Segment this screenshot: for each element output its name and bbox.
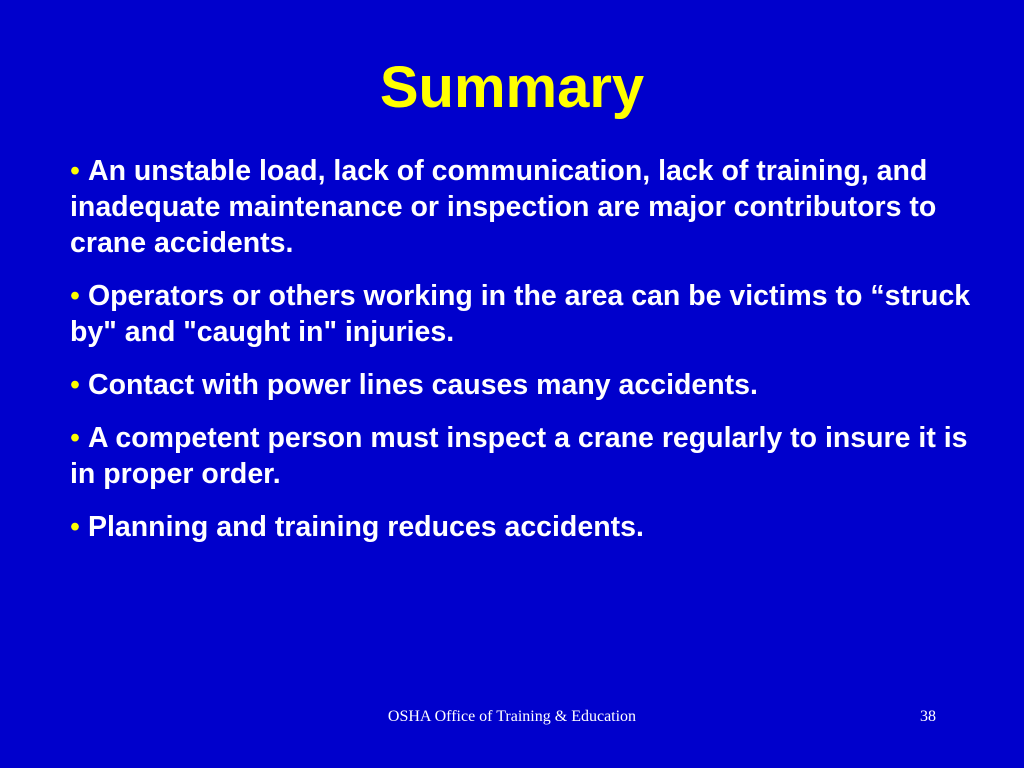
page-number: 38 [920, 708, 936, 725]
bullet-text: An unstable load, lack of communication, lack of training, and inadequate maintenance or inspection are major contributors to crane accidents. [70, 155, 937, 259]
bullet-text: Operators or others working in the area can be victims to “struck by" and "caught in" injuries. [70, 280, 971, 348]
bullet-icon: • [70, 422, 80, 454]
bullet-item [70, 278, 980, 350]
slide-title: Summary [379, 55, 645, 120]
bullet-list [70, 153, 980, 562]
bullet-item [70, 509, 980, 545]
bullet-icon: • [70, 155, 80, 187]
bullet-icon: • [70, 511, 80, 543]
bullet-icon: • [70, 280, 80, 312]
footer-org: OSHA Office of Training & Education [387, 708, 637, 725]
bullet-item [70, 420, 980, 492]
bullet-text: Planning and training reduces accidents. [87, 511, 644, 543]
bullet-icon: • [70, 369, 80, 401]
bullet-text: Contact with power lines causes many accidents. [87, 369, 758, 401]
bullet-text: A competent person must inspect a crane regularly to insure it is in proper order. [70, 422, 968, 490]
bullet-item [70, 153, 980, 261]
bullet-item [70, 367, 980, 403]
